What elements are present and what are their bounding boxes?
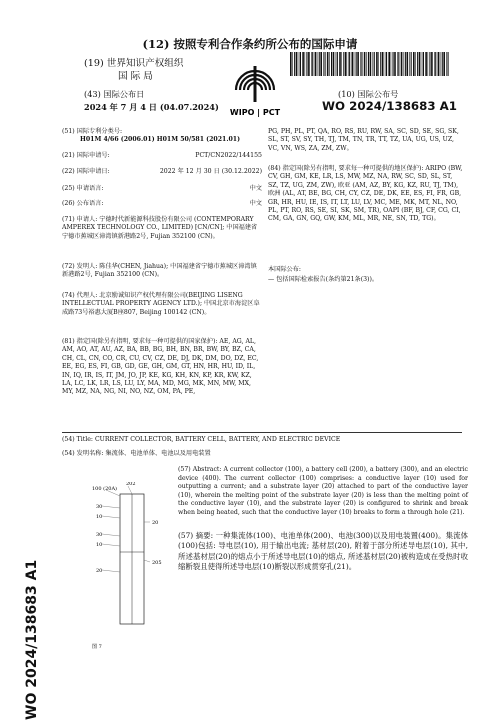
fig-label-100: 100 (20A): [92, 486, 118, 492]
field-81-continued: PG, PH, PL, PT, QA, RO, RS, RU, RW, SA, SC, SD, SE, SG, SK, SL, ST, SV, SY, TH, TJ, TM, TN, TR, TT, TZ, UA, UG, US, UZ, VC, VN, WS, ZA, ZM, ZW。: [268, 128, 459, 152]
pub-number: WO 2024/138683 A1: [322, 99, 457, 113]
org-name: (19) 世界知识产权组织: [84, 58, 184, 69]
fig-label-10b: 10: [96, 542, 103, 548]
divider: [62, 432, 462, 433]
pub-date: 2024 年 7 月 4 日 (04.07.2024): [84, 102, 219, 112]
field-26: (26) 公布语言: 中文: [62, 200, 262, 207]
pub-date-label: (43) 国际公布日: [84, 89, 145, 99]
field-72-inventor: (72) 发明人: 陈佳华(CHEN, Jiahua); 中国福建省宁德市蕉城区漳湾镇新港路2号, Fujian 352100 (CN)。: [62, 263, 257, 279]
fig-label-202: 202: [126, 482, 136, 487]
field-71-applicant: (71) 申请人: 宁德时代新能源科技股份有限公司 (CONTEMPORARY AMPEREX TECHNOLOGY CO., LIMITED) [CN/CN]; 中国福建省宁德市蕉城区漳湾镇新港路2号, Fujian 352100 (CN)。: [62, 216, 258, 240]
abstract-english: (57) Abstract: A current collector (100), a battery cell (200), a battery (300), and an electric device (400). The current collector (100) comprises: a conductive layer (10) used for outputting a current; and a substrate layer (20) attached to part of the conductive layer (10), wherein the melting point of the substrate layer (20) is less than the melting point of the conductive layer (10), and the substrate layer (20) is configured to shrink and break when being heated, such that the conductive layer (10) breaks to form a through hole (21).: [178, 466, 468, 516]
title-chinese: (54) 发明名称: 集流体、电池单体、电池以及用电装置: [62, 450, 211, 457]
barcode-icon: [290, 52, 450, 76]
fig-label-20b: 20: [96, 568, 103, 574]
published-label: 本国际公布:: [268, 266, 302, 273]
published-item: — 包括国际检索报告(条约第21条(3))。: [268, 276, 379, 283]
title-english: (54) Title: CURRENT COLLECTOR, BATTERY CELL, BATTERY, AND ELECTRIC DEVICE: [62, 436, 341, 443]
fig-label-10a: 10: [96, 514, 103, 520]
abstract-chinese: (57) 摘要: 一种集流体(100)、电池单体(200)、电池(300)以及用电装置(400)。集流体(100)包括: 导电层(10), 用于输出电流; 基材层(20), 附着于部分所述导电层(10), 其中, 所述基材层(20)的熔点小于所述导电层(10)的熔点, 所述基材层(20)被构造成在受热时收缩断裂且使得所述导电层(10)断裂以形成贯穿孔(21)。: [178, 531, 468, 572]
field-25: (25) 申请语言: 中文: [62, 185, 262, 192]
vertical-pub-number: WO 2024/138683 A1: [24, 559, 40, 720]
field-74-agent: (74) 代理人: 北京励诚知识产权代理有限公司(BEIJING LISENG INTELLECTUAL PROPERTY AGENCY LTD.); 中国北京市海淀区阜成路73号裕惠大厦B座807, Beijing 100142 (CN)。: [62, 292, 260, 316]
document-title: (12) 按照专利合作条约所公布的国际申请: [142, 37, 358, 51]
field-21: (21) 国际申请号: PCT/CN2022/144155: [62, 152, 262, 159]
figure-7: [88, 482, 178, 652]
logo-text: WIPO | PCT: [229, 108, 281, 117]
pub-number-label: (10) 国际公布号: [338, 89, 399, 99]
field-81-designated-states: (81) 指定国(除另有指明, 要求每一种可提供的国家保护): AE, AG, AL, AM, AO, AT, AU, AZ, BA, BB, BG, BH, BN, BR, BW, BY, BZ, CA, CH, CL, CN, CO, CR, CU, CV, CZ, DE, DJ, DK, DM, DO, DZ, EC, EE, EG, ES, FI, GB, GD, GE, GH, GM, GT, HN, HR, HU, ID, IL, IN, IQ, IR, IS, IT, JM, JO, JP, KE, KG, KH, KN, KP, KR, KW, KZ, LA, LC, LK, LR, LS, LU, LY, MA, MD, MG, MK, MN, MW, MX, MY, MZ, NA, NG, NI, NO, NZ, OM, PA, PE,: [62, 338, 259, 396]
wipo-logo-icon: [228, 60, 282, 120]
fig-label-30b: 30: [96, 532, 103, 538]
fig-caption: 图 7: [92, 644, 102, 650]
figure-drawing: [88, 482, 178, 652]
fig-label-30a: 30: [96, 504, 103, 510]
field-51: (51) 国际专利分类号: H01M 4/66 (2006.01) H01M 50/581 (2021.01): [62, 128, 241, 144]
field-84-regional-states: (84) 指定国(除另有指明, 要求每一种可提供的地区保护): ARIPO (BW, CV, GH, GM, KE, LR, LS, MW, MZ, NA, RW, SC, SD, SL, ST, SZ, TZ, UG, ZM, ZW), 欧亚 (AM, AZ, BY, KG, KZ, RU, TJ, TM), 欧洲 (AL, AT, BE, BG, CH, CY, CZ, DE, DK, EE, ES, FI, FR, GB, GR, HR, HU, IE, IS, IT, LT, LU, LV, MC, ME, MK, MT, NL, NO, PL, PT, RO, RS, SE, SI, SK, SM, TR), OAPI (BF, BJ, CF, CG, CI, CM, GA, GN, GQ, GW, KM, ML, MR, NE, SN, TD, TG)。: [268, 165, 463, 223]
fig-label-20: 20: [152, 520, 159, 526]
field-22: (22) 国际申请日: 2022 年 12 月 30 日 (30.12.2022): [62, 168, 262, 175]
org-bureau: 国 际 局: [118, 71, 153, 82]
fig-label-205: 205: [152, 560, 162, 566]
